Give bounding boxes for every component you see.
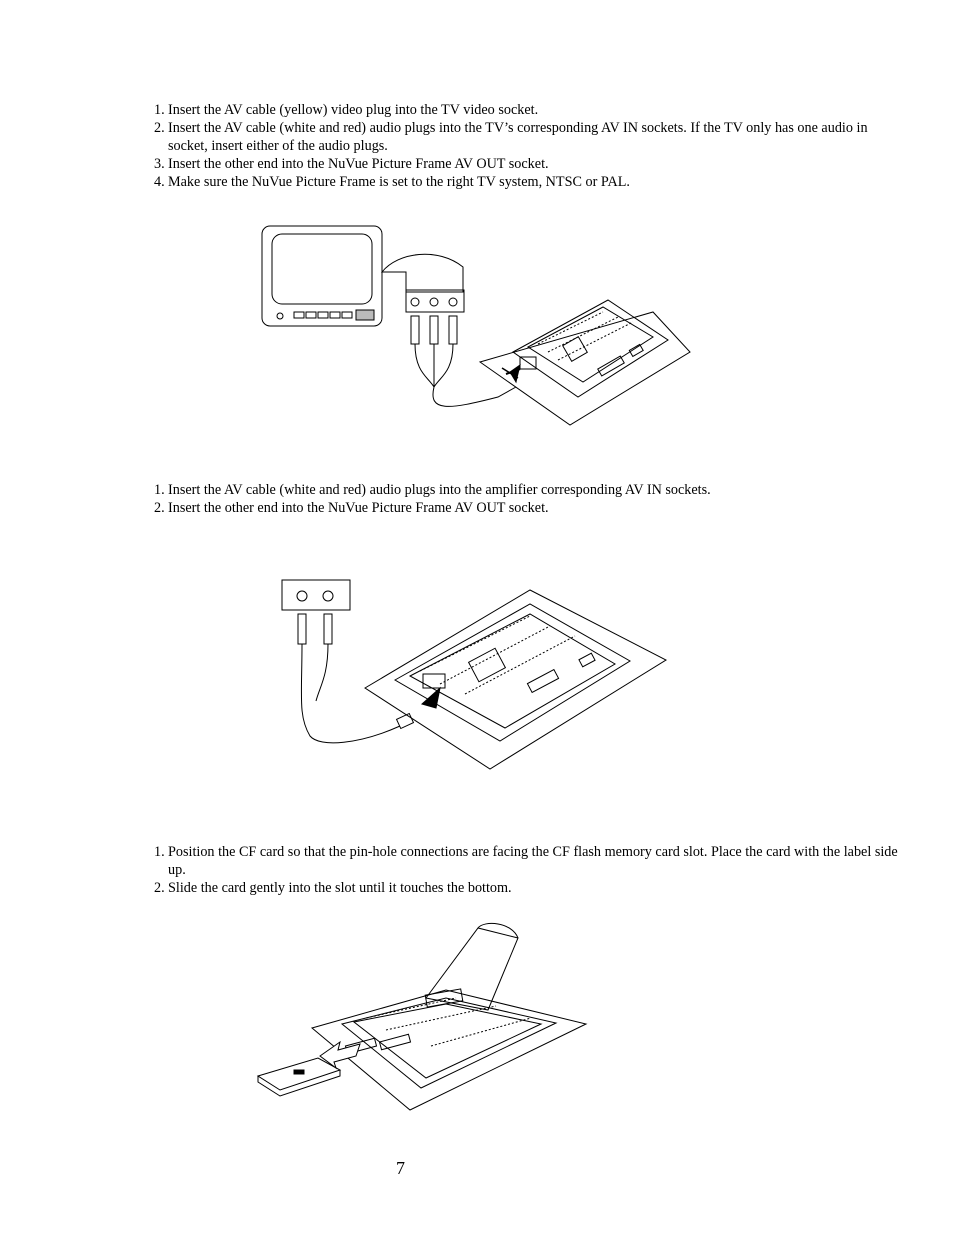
step-text: Insert the other end into the NuVue Picture Frame AV OUT socket.: [168, 500, 549, 516]
picture-frame-icon: [480, 300, 690, 425]
list-item: 1. Position the CF card so that the pin-hole connections are facing the CF flash memory card slot. Place the card with the label side up.: [154, 844, 898, 878]
picture-frame-icon: [365, 590, 666, 769]
list-item: 1. Insert the AV cable (white and red) audio plugs into the amplifier corresponding AV IN sockets.: [154, 482, 711, 498]
cf-card-insertion-illustration: [256, 918, 592, 1114]
tv-connection-steps: [154, 101, 900, 191]
step-text: Insert the other end into the NuVue Picture Frame AV OUT socket.: [168, 156, 549, 172]
page-number: 7: [396, 1158, 405, 1178]
cf-card-steps: [154, 843, 900, 897]
stand-icon: [425, 923, 518, 1010]
tv-connection-illustration: [258, 222, 698, 432]
step-text: Insert the AV cable (white and red) audio plugs into the TV’s corresponding AV IN sockets. If the TV only has one audio in socket, insert either of the audio plugs.: [168, 120, 868, 154]
list-item: 4. Make sure the NuVue Picture Frame is set to the right TV system, NTSC or PAL.: [154, 174, 630, 190]
step-text: Position the CF card so that the pin-hole connections are facing the CF flash memory card slot. Place the card with the label side up.: [168, 844, 898, 878]
list-item: 2. Insert the other end into the NuVue Picture Frame AV OUT socket.: [154, 500, 549, 516]
list-item: 2. Insert the AV cable (white and red) audio plugs into the TV’s corresponding AV IN sockets. If the TV only has one audio in socket, insert either of the audio plugs.: [154, 120, 868, 154]
list-item: 1. Insert the AV cable (yellow) video plug into the TV video socket.: [154, 102, 539, 118]
step-text: Insert the AV cable (yellow) video plug into the TV video socket.: [168, 102, 539, 118]
tv-icon: [262, 226, 382, 326]
cf-card-icon: [258, 1058, 340, 1096]
list-item: 3. Insert the other end into the NuVue Picture Frame AV OUT socket.: [154, 156, 549, 172]
amplifier-sockets-icon: [282, 580, 350, 644]
amplifier-connection-steps: [154, 481, 900, 517]
av-plugs: [411, 316, 516, 406]
list-item: 2. Slide the card gently into the slot until it touches the bottom.: [154, 880, 512, 896]
step-text: Make sure the NuVue Picture Frame is set to the right TV system, NTSC or PAL.: [168, 174, 630, 190]
amplifier-connection-illustration: [280, 576, 672, 774]
step-text: Insert the AV cable (white and red) audio plugs into the amplifier corresponding AV IN sockets.: [168, 482, 711, 498]
step-text: Slide the card gently into the slot until it touches the bottom.: [168, 880, 512, 896]
arrow-icon: [320, 1042, 360, 1068]
